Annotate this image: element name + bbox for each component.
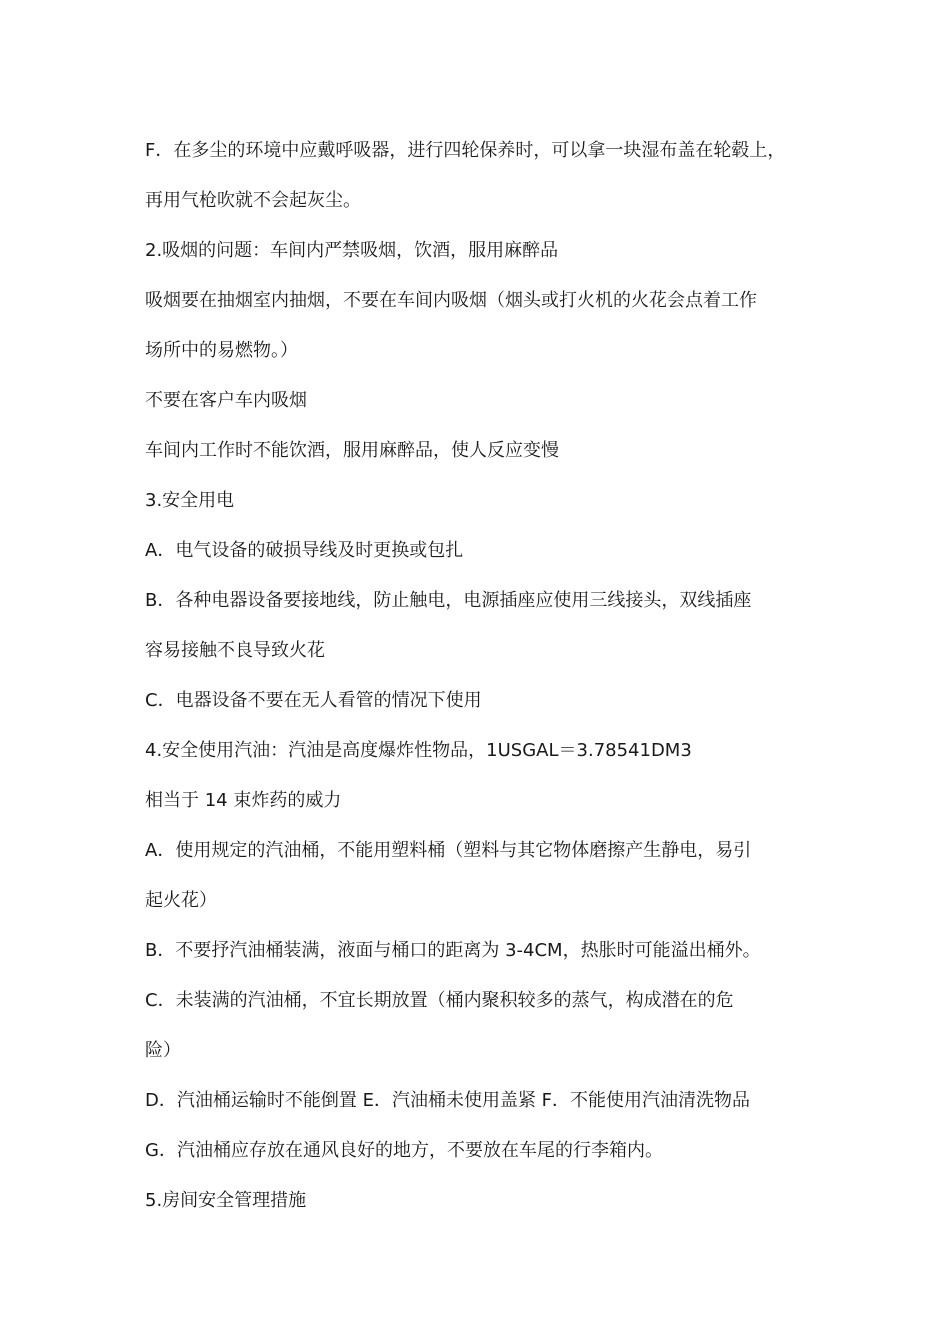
list-item: A．电气设备的破损导线及时更换或包扎: [145, 540, 464, 561]
section-heading: 2.吸烟的问题：车间内严禁吸烟，饮酒，服用麻醉品: [145, 240, 559, 261]
section-heading: 3.安全用电: [145, 490, 235, 511]
text-line: 再用气枪吹就不会起灰尘。: [145, 190, 361, 211]
document-body: [145, 133, 835, 1233]
list-item: C．未装满的汽油桶，不宜长期放置（桶内聚积较多的蒸气，构成潜在的危: [145, 990, 734, 1011]
text-line: 容易接触不良导致火花: [145, 640, 325, 661]
text-line: 吸烟要在抽烟室内抽烟，不要在车间内吸烟（烟头或打火机的火花会点着工作: [145, 290, 757, 311]
list-item: D．汽油桶运输时不能倒置 E．汽油桶未使用盖紧 F．不能使用汽油清洗物品: [145, 1090, 751, 1111]
list-item: C．电器设备不要在无人看管的情况下使用: [145, 690, 482, 711]
list-item: B．各种电器设备要接地线，防止触电，电源插座应使用三线接头，双线插座: [145, 590, 752, 611]
text-line: 车间内工作时不能饮酒，服用麻醉品，使人反应变慢: [145, 440, 559, 461]
list-item: A．使用规定的汽油桶，不能用塑料桶（塑料与其它物体磨擦产生静电，易引: [145, 840, 752, 861]
text-line: 相当于 14 束炸药的威力: [145, 790, 342, 811]
section-heading: 5.房间安全管理措施: [145, 1190, 307, 1211]
text-line: F．在多尘的环境中应戴呼吸器，进行四轮保养时，可以拿一块湿布盖在轮毂上，: [145, 140, 786, 161]
list-item: B．不要抒汽油桶装满，液面与桶口的距离为 3-4CM，热胀时可能溢出桶外。: [145, 940, 761, 961]
list-item: G．汽油桶应存放在通风良好的地方，不要放在车尾的行李箱内。: [145, 1140, 663, 1161]
text-line: 场所中的易燃物。）: [145, 340, 298, 361]
text-line: 起火花）: [145, 890, 217, 911]
text-line: 不要在客户车内吸烟: [145, 390, 307, 411]
section-heading: 4.安全使用汽油：汽油是高度爆炸性物品，1USGAL＝3.78541DM3: [145, 740, 692, 761]
text-line: 险）: [145, 1040, 181, 1061]
